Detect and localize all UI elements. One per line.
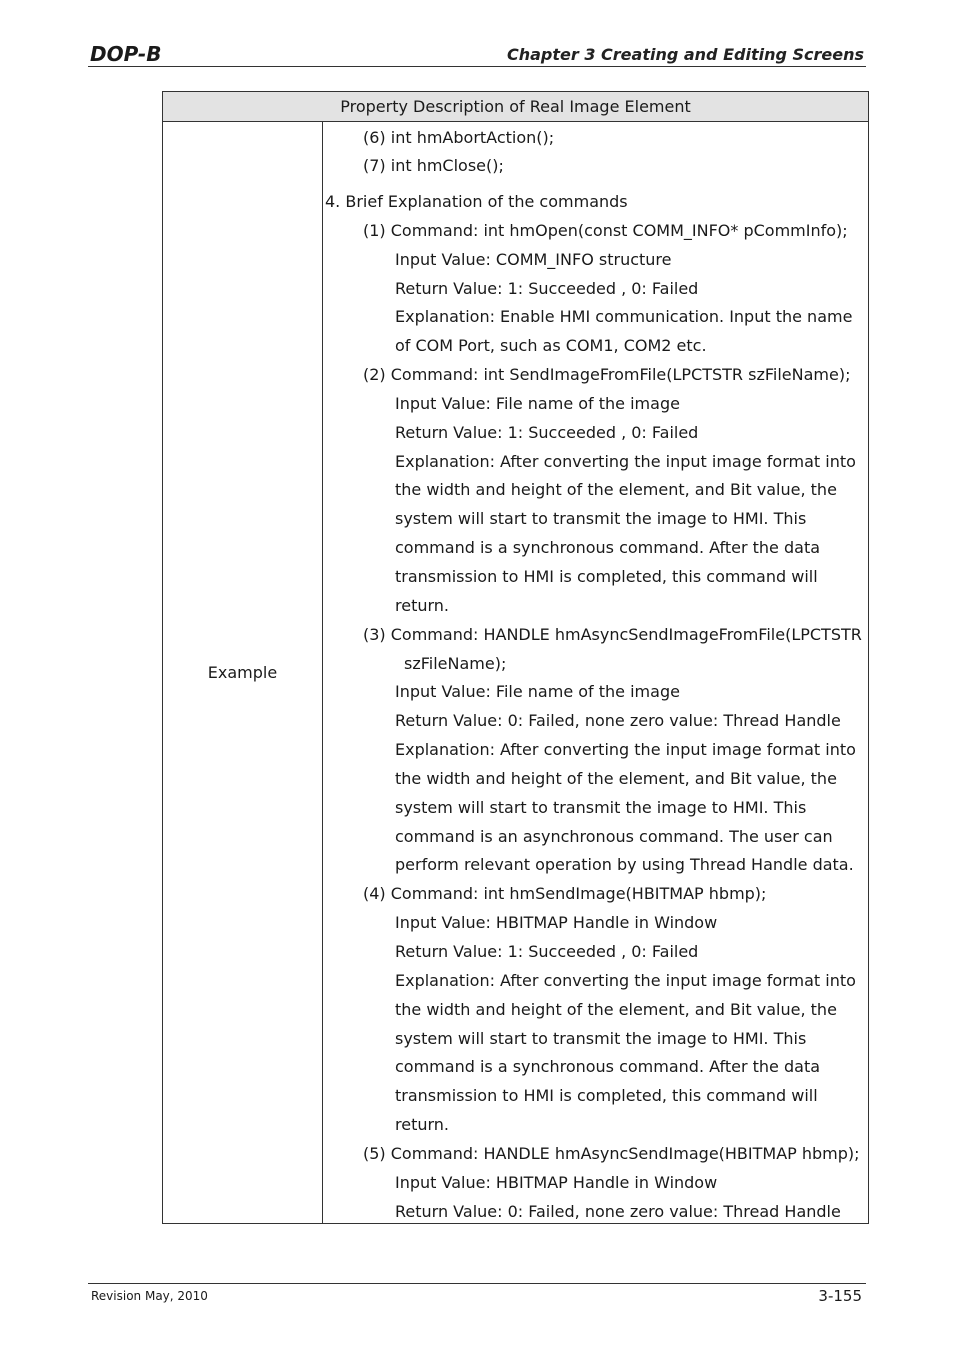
text-line: 4. Brief Explanation of the commands	[325, 192, 628, 211]
header-rule	[88, 66, 866, 67]
text-line: Explanation: After converting the input image format into	[395, 971, 856, 990]
text-line: (4) Command: int hmSendImage(HBITMAP hbmp);	[363, 884, 767, 903]
text-line: transmission to HMI is completed, this command will	[395, 567, 818, 586]
text-line: system will start to transmit the image to HMI. This	[395, 509, 807, 528]
text-line: transmission to HMI is completed, this command will	[395, 1086, 818, 1105]
text-line: command is a synchronous command. After the data	[395, 538, 821, 557]
text-line: system will start to transmit the image to HMI. This	[395, 1029, 807, 1048]
text-line: (6) int hmAbortAction();	[363, 128, 555, 147]
text-line: command is a synchronous command. After the data	[395, 1057, 821, 1076]
text-line: Return Value: 1: Succeeded , 0: Failed	[395, 423, 699, 442]
text-line: perform relevant operation by using Thread Handle data.	[395, 855, 854, 874]
text-line: Input Value: File name of the image	[395, 394, 680, 413]
text-line: the width and height of the element, and Bit value, the	[395, 1000, 837, 1019]
text-line: Explanation: Enable HMI communication. Input the name	[395, 307, 853, 326]
text-line: system will start to transmit the image to HMI. This	[395, 798, 807, 817]
property-table	[162, 91, 869, 1224]
text-line: Explanation: After converting the input image format into	[395, 740, 856, 759]
text-line: Input Value: HBITMAP Handle in Window	[395, 1173, 718, 1192]
text-line: the width and height of the element, and Bit value, the	[395, 769, 837, 788]
text-line: (2) Command: int SendImageFromFile(LPCTSTR szFileName);	[363, 365, 851, 384]
text-line: of COM Port, such as COM1, COM2 etc.	[395, 336, 707, 355]
svg-text:DOP-B: DOP-B	[90, 43, 162, 65]
text-line: (3) Command: HANDLE hmAsyncSendImageFromFile(LPCTSTR	[363, 625, 862, 644]
chapter-title: Chapter 3 Creating and Editing Screens	[506, 45, 864, 64]
text-line: (7) int hmClose();	[363, 156, 504, 175]
text-line: szFileName);	[404, 654, 507, 673]
text-line: Input Value: HBITMAP Handle in Window	[395, 913, 718, 932]
text-line: Return Value: 1: Succeeded , 0: Failed	[395, 942, 699, 961]
footer-rule	[88, 1283, 866, 1284]
revision-date: Revision May, 2010	[91, 1289, 208, 1303]
text-line: Input Value: COMM_INFO structure	[395, 250, 672, 269]
text-line: Return Value: 0: Failed, none zero value: Thread Handle	[395, 711, 841, 730]
row-label-example: Example	[163, 122, 323, 1223]
table-heading: Property Description of Real Image Element	[163, 92, 868, 122]
text-line: return.	[395, 1115, 450, 1134]
text-line: return.	[395, 596, 450, 615]
text-line: command is an asynchronous command. The user can	[395, 827, 833, 846]
text-line: Return Value: 1: Succeeded , 0: Failed	[395, 279, 699, 298]
text-line: Explanation: After converting the input image format into	[395, 452, 856, 471]
text-line: the width and height of the element, and Bit value, the	[395, 480, 837, 499]
text-line: (5) Command: HANDLE hmAsyncSendImage(HBITMAP hbmp);	[363, 1144, 860, 1163]
example-content-cell	[323, 122, 868, 1223]
text-line: Return Value: 0: Failed, none zero value: Thread Handle	[395, 1202, 841, 1221]
text-line: Input Value: File name of the image	[395, 682, 680, 701]
text-line: (1) Command: int hmOpen(const COMM_INFO* pCommInfo);	[363, 221, 848, 240]
page-number: 3-155	[818, 1287, 862, 1305]
dop-b-logo	[90, 43, 172, 65]
